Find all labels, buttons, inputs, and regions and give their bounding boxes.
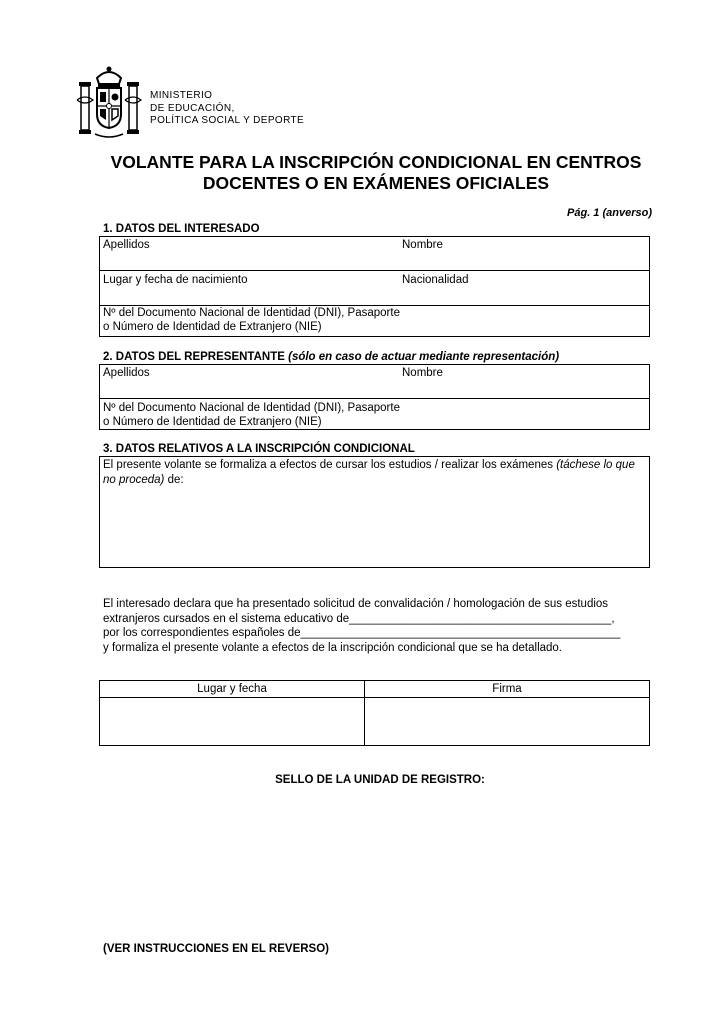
page-label: Pág. 1 (anverso) bbox=[567, 207, 652, 219]
place-date-label: Lugar y fecha bbox=[197, 683, 267, 695]
registry-stamp-label: SELLO DE LA UNIDAD DE REGISTRO: bbox=[275, 774, 485, 786]
section1-nombre-field[interactable]: Nombre bbox=[402, 239, 443, 251]
section1-doc-line-1: Nº del Documento Nacional de Identidad (DNI), Pasaporte bbox=[103, 307, 400, 319]
section2-heading-note: (sólo en caso de actuar mediante representación) bbox=[288, 351, 560, 363]
document-title bbox=[100, 152, 652, 194]
spain-coat-of-arms-icon bbox=[75, 64, 143, 144]
section2-heading-text: 2. DATOS DEL REPRESENTANTE bbox=[103, 351, 285, 363]
declaration-line-3[interactable]: por los correspondientes españoles de__________________________________________________ bbox=[103, 627, 621, 639]
signature-label: Firma bbox=[492, 683, 522, 695]
section1-doc-line-2: o Número de Identidad de Extranjero (NIE) bbox=[103, 321, 322, 333]
section1-box bbox=[99, 236, 650, 337]
section3-text bbox=[103, 458, 648, 487]
footer-note: (VER INSTRUCCIONES EN EL REVERSO) bbox=[103, 943, 329, 955]
declaration-line-2[interactable]: extranjeros cursados en el sistema educativo de_________________________________________, bbox=[103, 612, 615, 625]
section1-apellidos-field[interactable]: Apellidos bbox=[103, 239, 150, 251]
section1-row-names bbox=[100, 237, 649, 271]
section2-doc-line-2: o Número de Identidad de Extranjero (NIE) bbox=[103, 416, 322, 428]
section2-row-document[interactable] bbox=[100, 399, 649, 429]
section2-apellidos-field[interactable]: Apellidos bbox=[103, 367, 150, 379]
section1-heading: 1. DATOS DEL INTERESADO bbox=[103, 223, 260, 235]
place-date-field[interactable] bbox=[100, 698, 364, 745]
section1-birth-field[interactable]: Lugar y fecha de nacimiento bbox=[103, 274, 248, 286]
declaration-line-1: El interesado declara que ha presentado solicitud de convalidación / homologación de sus estudios bbox=[103, 598, 609, 610]
section2-doc-line-1: Nº del Documento Nacional de Identidad (DNI), Pasaporte bbox=[103, 402, 400, 414]
section2-row-names bbox=[100, 365, 649, 399]
title-line-1: VOLANTE PARA LA INSCRIPCIÓN CONDICIONAL EN CENTROS bbox=[110, 152, 642, 172]
signature-field[interactable] bbox=[365, 698, 649, 745]
section1-row-birth bbox=[100, 271, 649, 306]
ministry-line-2: DE EDUCACIÓN, bbox=[150, 102, 235, 114]
declaration-line-4: y formaliza el presente volante a efectos de la inscripción condicional que se ha detallado. bbox=[103, 641, 563, 654]
title-line-2: DOCENTES O EN EXÁMENES OFICIALES bbox=[202, 173, 550, 193]
section1-row-document[interactable] bbox=[100, 306, 649, 336]
declaration-paragraph bbox=[103, 597, 648, 655]
section2-nombre-field[interactable]: Nombre bbox=[402, 367, 443, 379]
ministry-name bbox=[150, 90, 304, 128]
section3-text-part-1: El presente volante se formaliza a efectos de cursar los estudios / realizar los exámenes bbox=[103, 459, 557, 471]
section3-text-part-2: de: bbox=[164, 473, 184, 486]
ministry-line-3: POLÍTICA SOCIAL Y DEPORTE bbox=[150, 115, 305, 126]
section2-heading bbox=[103, 351, 559, 363]
ministry-line-1: MINISTERIO bbox=[150, 90, 213, 101]
section3-text-italic: (táchese lo que no proceda) bbox=[103, 459, 635, 486]
section1-nationality-field[interactable]: Nacionalidad bbox=[402, 274, 469, 286]
section3-heading: 3. DATOS RELATIVOS A LA INSCRIPCIÓN CONDICIONAL bbox=[103, 443, 415, 455]
section2-box bbox=[99, 364, 650, 430]
signature-table bbox=[99, 680, 650, 746]
section3-box[interactable] bbox=[99, 456, 650, 568]
